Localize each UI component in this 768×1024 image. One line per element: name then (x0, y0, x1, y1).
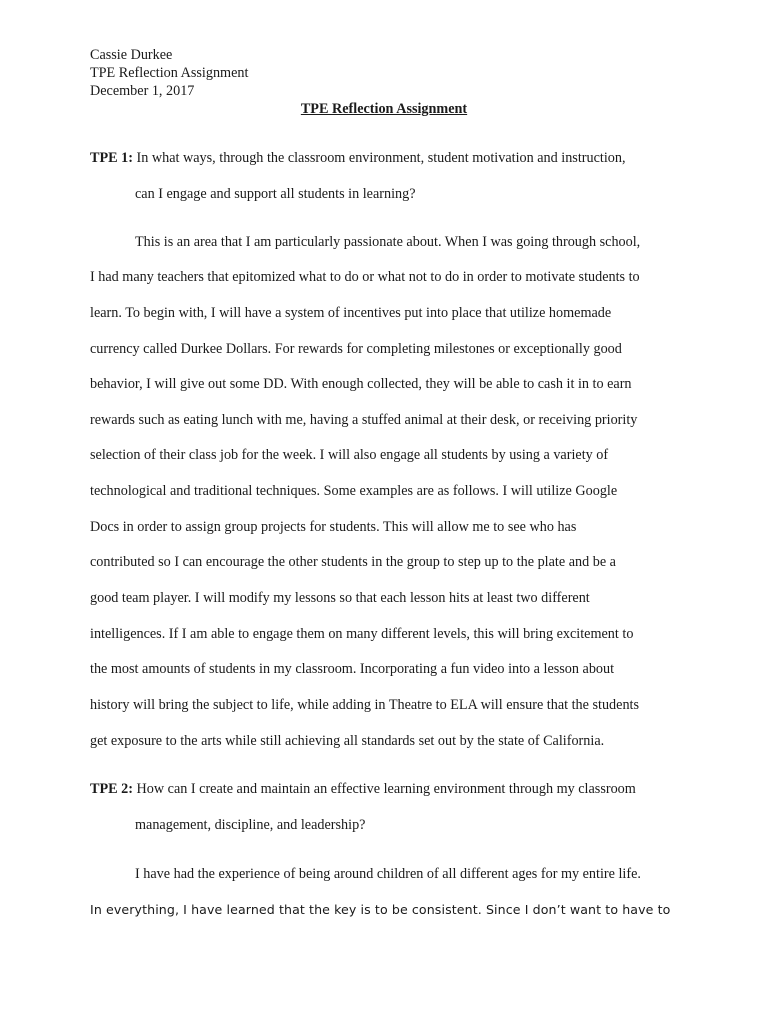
tpe1-answer-line: technological and traditional techniques. Some examples are as follows. I will utilize Google (90, 483, 618, 499)
tpe1-answer-line: selection of their class job for the week. I will also engage all students by using a variety of (90, 447, 609, 463)
tpe2-answer-line: In everything, I have learned that the key is to be consistent. Since I don’t want to have to (90, 902, 671, 917)
tpe1-question-text: In what ways, through the classroom environment, student motivation and instruction, (132, 150, 626, 166)
tpe1-answer-line: behavior, I will give out some DD. With enough collected, they will be able to cash it in to earn (90, 376, 632, 392)
tpe1-answer-line: history will bring the subject to life, while adding in Theatre to ELA will ensure that the students (90, 697, 640, 713)
tpe1-answer-line: contributed so I can encourage the other students in the group to step up to the plate and be a (90, 554, 616, 570)
tpe1-answer-line: currency called Durkee Dollars. For rewards for completing milestones or exceptionally good (90, 341, 622, 357)
assignment-name: TPE Reflection Assignment (90, 65, 249, 81)
tpe1-answer-line: This is an area that I am particularly passionate about. When I was going through school, (135, 234, 641, 250)
document-date: December 1, 2017 (90, 83, 195, 99)
tpe1-label: TPE 1: (90, 150, 133, 166)
tpe1-answer-line: rewards such as eating lunch with me, having a stuffed animal at their desk, or receiving priority (90, 412, 638, 428)
tpe2-answer-line: I have had the experience of being around children of all different ages for my entire life. (135, 866, 641, 882)
tpe2-question-text: How can I create and maintain an effective learning environment through my classroom (132, 781, 636, 797)
tpe1-answer-line: good team player. I will modify my lessons so that each lesson hits at least two different (90, 590, 590, 606)
document-title: TPE Reflection Assignment (300, 101, 468, 117)
tpe1-answer-line: the most amounts of students in my classroom. Incorporating a fun video into a lesson about (90, 661, 615, 677)
tpe1-answer-line: get exposure to the arts while still achieving all standards set out by the state of California. (90, 733, 605, 749)
tpe1-question-line-2: can I engage and support all students in learning? (135, 186, 416, 202)
tpe2-question-line-1 (90, 780, 636, 798)
tpe1-answer-line: Docs in order to assign group projects for students. This will allow me to see who has (90, 519, 577, 535)
author-name: Cassie Durkee (90, 47, 173, 63)
tpe2-question-line-2: management, discipline, and leadership? (135, 817, 366, 833)
tpe1-answer-line: learn. To begin with, I will have a system of incentives put into place that utilize homemade (90, 305, 612, 321)
tpe2-label: TPE 2: (90, 781, 133, 797)
tpe1-answer-line: intelligences. If I am able to engage them on many different levels, this will bring excitement to (90, 626, 634, 642)
tpe1-question-line-1 (90, 149, 626, 167)
tpe1-answer-line: I had many teachers that epitomized what to do or what not to do in order to motivate students to (90, 269, 640, 285)
